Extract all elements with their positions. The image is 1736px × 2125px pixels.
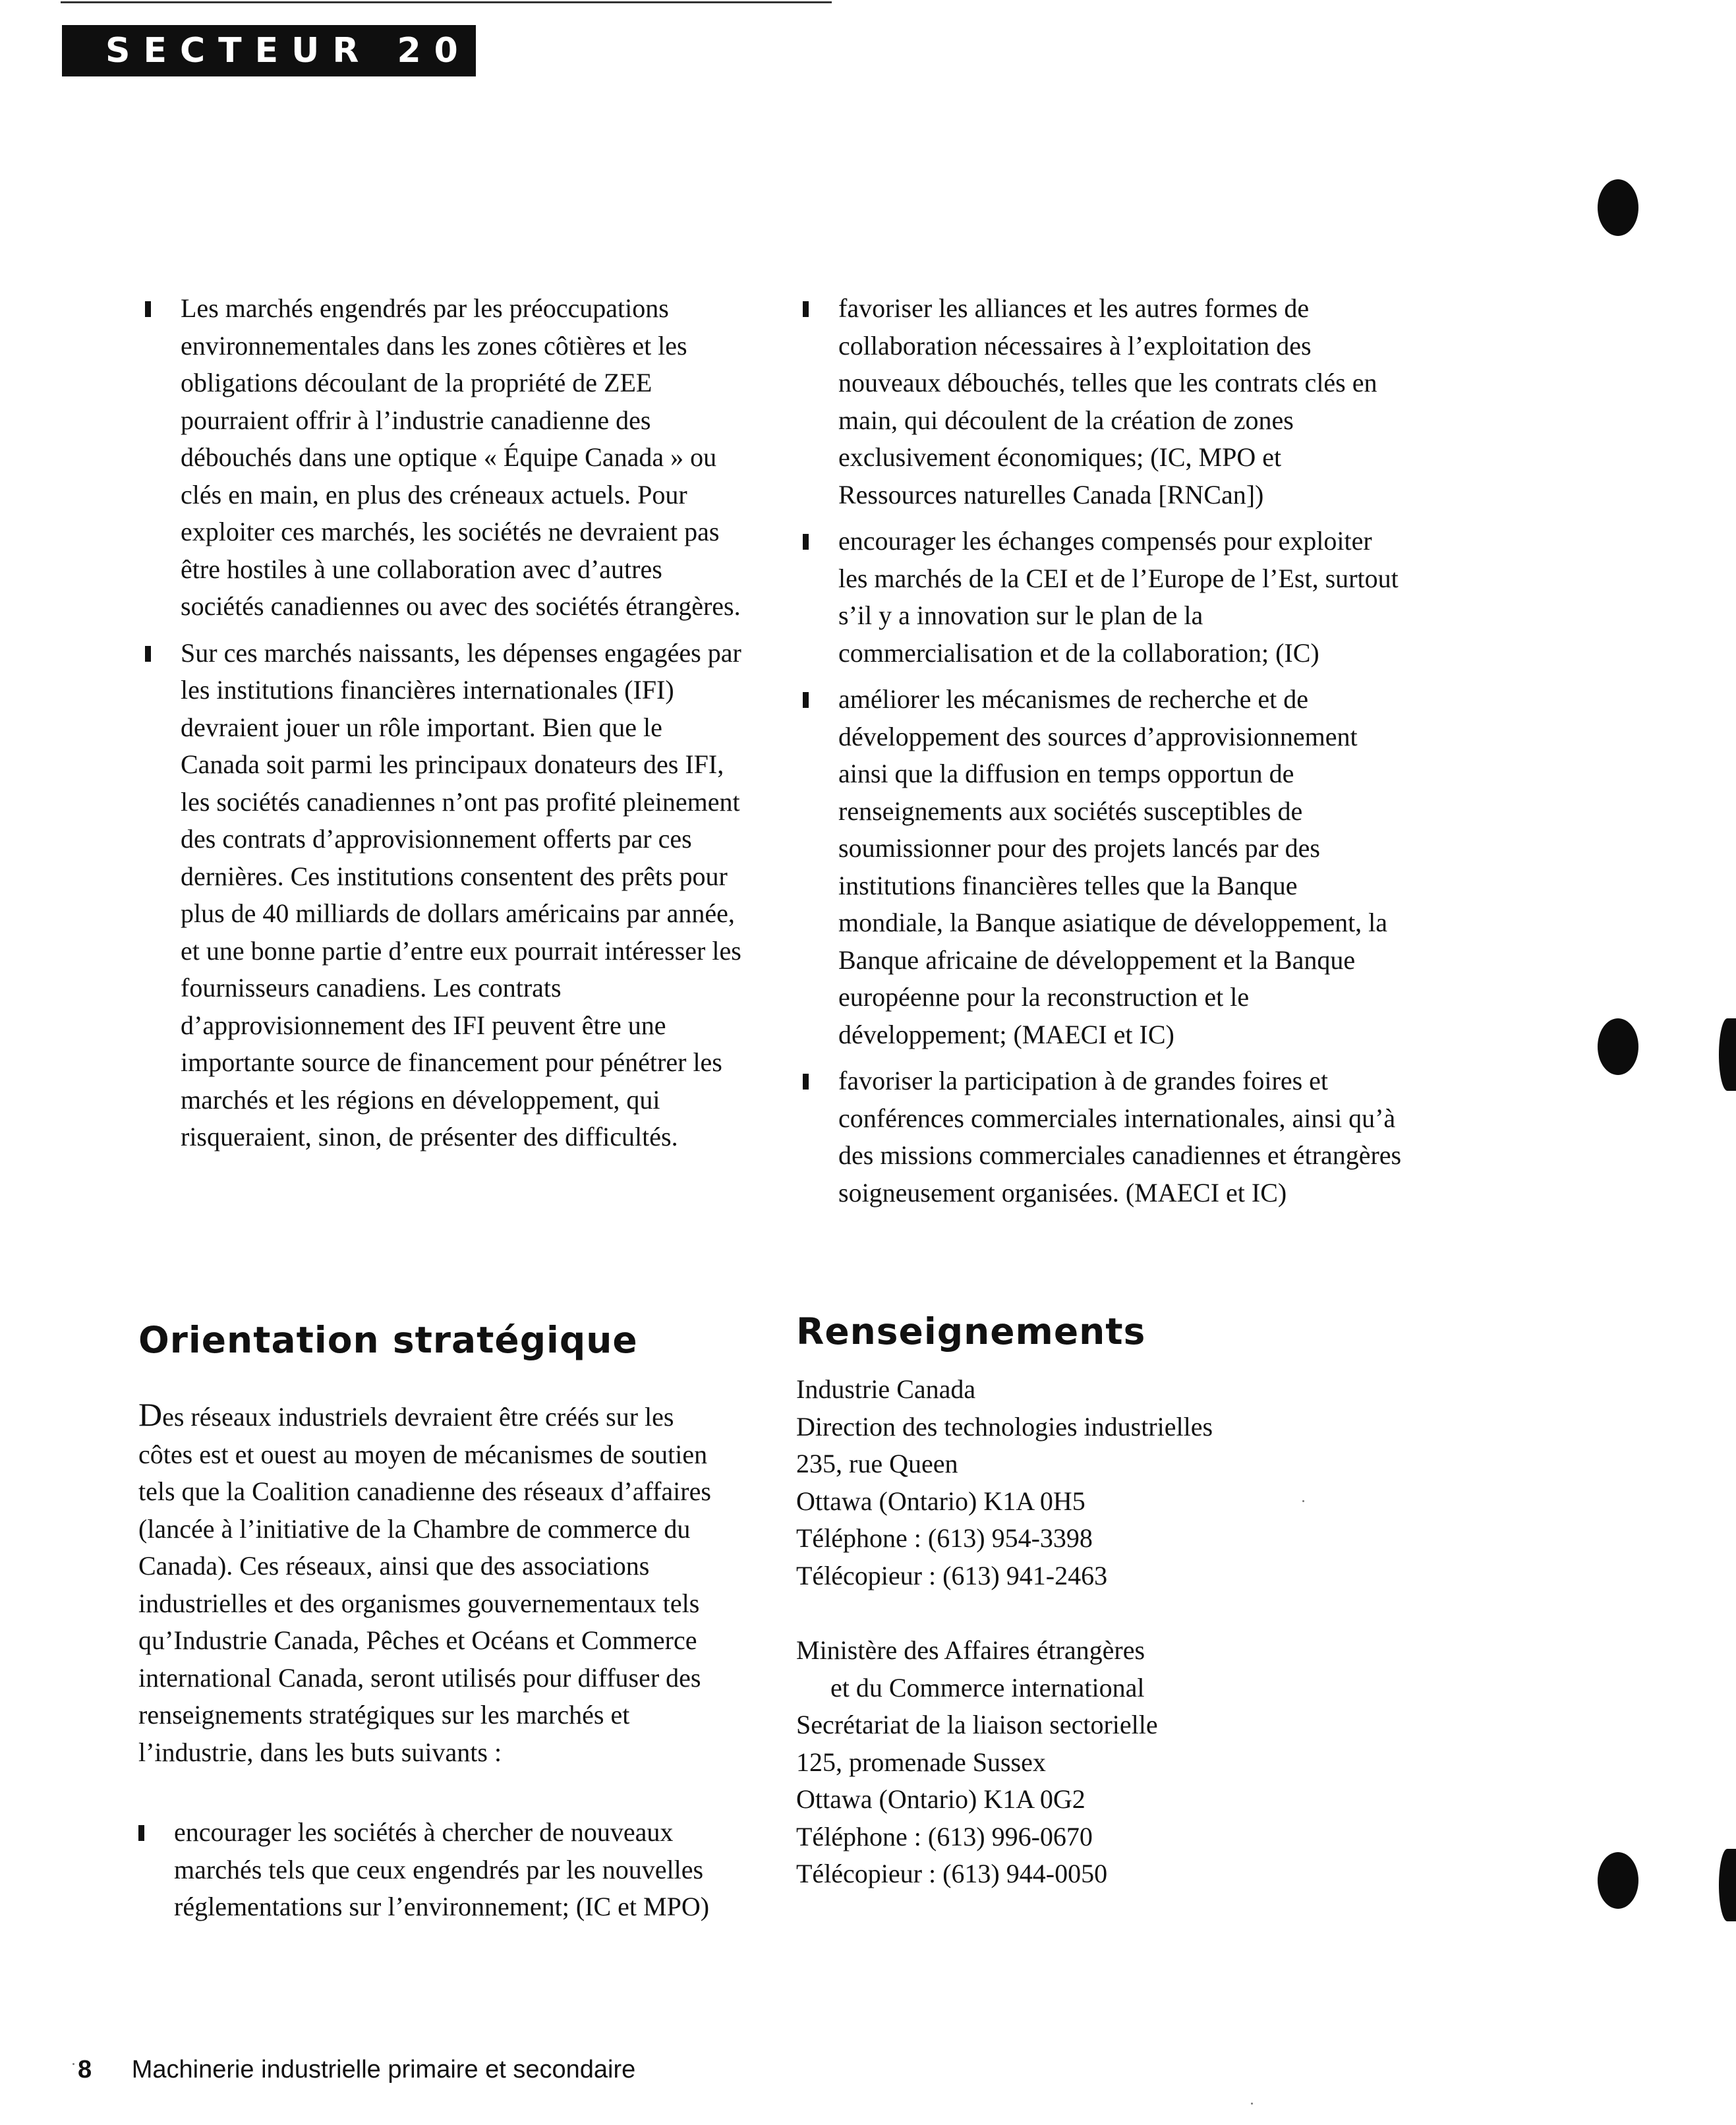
list-item-text: améliorer les mécanismes de recherche et de développement des sources d’approvisionnement ainsi que la diffusion en temps opportun de renseignements aux sociétés susceptibles de soumissionner pour des projets lancés par des institutions financières telles que la Banque mondiale, la Banque asiatique de développement, la Banque africaine de développement et la Banque européenne pour la reconstruction et le développement; (MAECI et IC) <box>838 684 1388 1049</box>
contact-city: Ottawa (Ontario) K1A 0H5 <box>796 1486 1085 1516</box>
list-item <box>132 1814 745 1926</box>
contact-fax: Télécopieur : (613) 941-2463 <box>796 1560 1108 1590</box>
list-item <box>796 290 1403 513</box>
list-item-text: Les marchés engendrés par les préoccupations environnementales dans les zones côtières et les obligations découlant de la propriété de ZEE pourraient offrir à l’industrie canadienne des débouchés dans une optique « Équipe Canada » ou clés en main, en plus des créneaux actuels. Pour exploiter ces marchés, les sociétés ne devraient pas être hostiles à une collaboration avec d’autres sociétés canadiennes ou avec des sociétés étrangères. <box>181 293 741 621</box>
bullet-marker-icon <box>145 301 151 317</box>
contact-org-continued: et du Commerce international <box>830 1672 1145 1703</box>
contact-dept: Direction des technologies industrielles <box>796 1411 1213 1441</box>
list-item-text: favoriser les alliances et les autres formes de collaboration nécessaires à l’exploitation des nouveaux débouchés, telles que les contrats clés en main, qui découlent de la création de zones exclusivement économiques; (IC, MPO et Ressources naturelles Canada [RNCan]) <box>838 293 1377 509</box>
bullet-marker-icon <box>145 646 151 662</box>
binder-hole-icon <box>1598 1018 1638 1075</box>
left-column <box>138 290 745 1165</box>
contact-org: Industrie Canada <box>796 1374 976 1404</box>
contact-phone: Téléphone : (613) 954-3398 <box>796 1523 1093 1553</box>
list-item <box>796 523 1403 672</box>
contact-org: Ministère des Affaires étrangères <box>796 1635 1145 1665</box>
contact-fax: Télécopieur : (613) 944-0050 <box>796 1859 1108 1888</box>
bullet-marker-icon <box>138 1825 144 1841</box>
contact-street: 235, rue Queen <box>796 1449 958 1478</box>
contact-street: 125, promenade Sussex <box>796 1747 1046 1777</box>
list-item-text: encourager les échanges compensés pour exploiter les marchés de la CEI et de l’Europe de l’Est, surtout s’il y a innovation sur le plan de la commercialisation et de la collaboration; (IC) <box>838 526 1399 668</box>
orientation-text: es réseaux industriels devraient être créés sur les côtes est et ouest au moyen de mécanismes de soutien tels que la Coalition canadienne des réseaux d’affaires (lancée à l’initiative de la Chambre de commerce du Canada). Ces réseaux, ainsi que des associations industrielles et des organismes gouvernementaux tels qu’Industrie Canada, Pêches et Océans et Commerce international Canada, seront utilisés pour diffuser des renseignements stratégiques sur les marchés et l’industrie, dans les buts suivants : <box>138 1402 711 1767</box>
footer-title: Machinerie industrielle primaire et secondaire <box>131 2056 636 2083</box>
page-number: 8 <box>78 2056 92 2083</box>
renseignements-heading: Renseignements <box>796 1310 1146 1353</box>
page-footer <box>78 2050 635 2089</box>
left-bullet-list <box>138 290 745 1156</box>
orientation-bullets <box>132 1814 745 1935</box>
contact-block-industrie-canada <box>796 1371 1389 1594</box>
right-bullet-list <box>796 290 1403 1211</box>
list-item <box>138 635 745 1156</box>
list-item-text: Sur ces marchés naissants, les dépenses engagées par les institutions financières internationales (IFI) devraient jouer un rôle important. Bien que le Canada soit parmi les principaux donateurs des IFI, les sociétés canadiennes n’ont pas profité pleinement des contrats d’approvisionnement offerts par ces dernières. Ces institutions consentent des prêts pour plus de 40 milliards de dollars américains par année, et une bonne partie d’entre eux pourrait intéresser les fournisseurs canadiens. Les contrats d’approvisionnement des IFI peuvent être une importante source de financement pour pénétrer les marchés et les régions en développement, qui risqueraient, sinon, de présenter des difficultés. <box>181 637 741 1151</box>
contact-block-maeci <box>796 1632 1389 1893</box>
contact-dept: Secrétariat de la liaison sectorielle <box>796 1710 1158 1739</box>
list-item-text: favoriser la participation à de grandes foires et conférences commerciales internationales, ainsi qu’à des missions commerciales canadiennes et étrangères soigneusement organisées. (MAECI et IC) <box>838 1066 1402 1208</box>
orientation-paragraph <box>138 1396 732 1771</box>
orientation-heading: Orientation stratégique <box>138 1319 638 1361</box>
scan-speck <box>72 2063 74 2065</box>
bullet-marker-icon <box>803 692 809 708</box>
top-rule <box>61 1 832 3</box>
sector-banner: SECTEUR 20 . <box>62 25 476 76</box>
bullet-marker-icon <box>803 1074 809 1090</box>
contact-phone: Téléphone : (613) 996-0670 <box>796 1821 1093 1851</box>
dropcap-letter: D <box>138 1396 163 1433</box>
edge-mark-icon <box>1719 1018 1736 1091</box>
bullet-marker-icon <box>803 534 809 550</box>
binder-hole-icon <box>1598 1852 1638 1909</box>
contact-city: Ottawa (Ontario) K1A 0G2 <box>796 1784 1085 1814</box>
list-item <box>796 681 1403 1053</box>
right-column <box>796 290 1403 1221</box>
binder-hole-icon <box>1598 179 1638 236</box>
list-item-text: encourager les sociétés à chercher de nouveaux marchés tels que ceux engendrés par les nouvelles réglementations sur l’environnement; (IC et MPO) <box>174 1817 710 1921</box>
scan-speck <box>1302 1500 1304 1502</box>
edge-mark-icon <box>1719 1849 1736 1921</box>
list-item <box>138 290 745 626</box>
scan-speck <box>1251 2103 1253 2105</box>
bullet-marker-icon <box>803 301 809 317</box>
list-item <box>796 1062 1403 1211</box>
